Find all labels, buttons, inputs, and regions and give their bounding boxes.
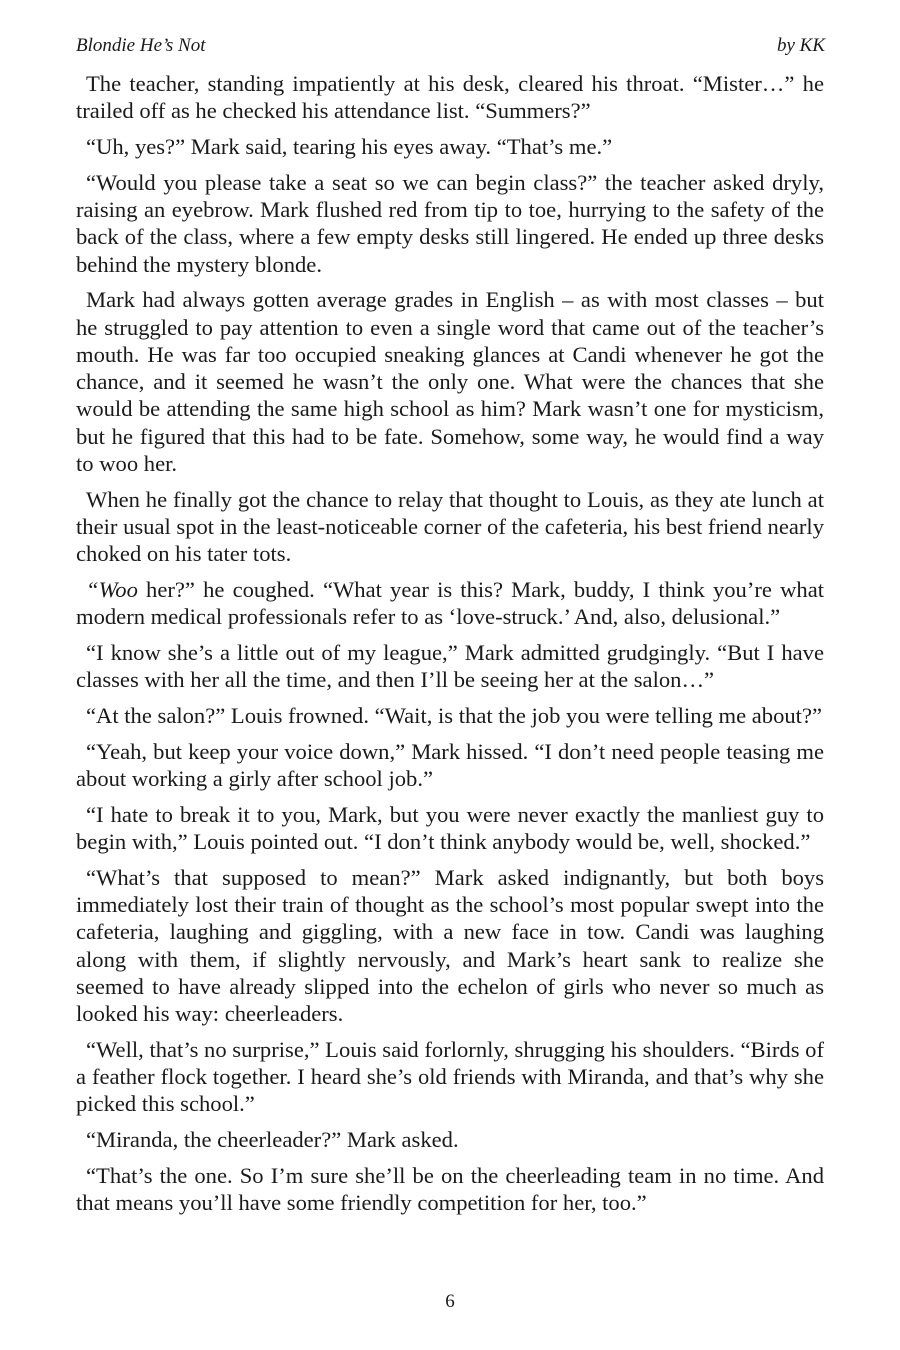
body-text xyxy=(76,70,824,1225)
emphasis-woo: “Woo xyxy=(86,577,138,602)
running-header-title: Blondie He’s Not xyxy=(76,35,206,56)
paragraph xyxy=(76,576,824,631)
running-header xyxy=(76,33,825,59)
paragraph: When he finally got the chance to relay that thought to Louis, as they ate lunch at their usual spot in the least-noticeable corner of the cafeteria, his best friend nearly choked on his tater tots. xyxy=(76,486,824,567)
paragraph: “Uh, yes?” Mark said, tearing his eyes away. “That’s me.” xyxy=(86,133,613,159)
paragraph: “Well, that’s no surprise,” Louis said forlornly, shrugging his shoulders. “Birds of a feather flock together. I heard she’s old friends with Miranda, and that’s why she picked this school.” xyxy=(76,1036,824,1117)
paragraph: Mark had always gotten average grades in English – as with most classes – but he struggled to pay attention to even a single word that came out of the teacher’s mouth. He was far too occupied sneaking glances at Candi whenever he got the chance, and it seemed he wasn’t the only one. What were the chances that she would be attending the same high school as him? Mark wasn’t one for mysticism, but he figured that this had to be fate. Somehow, some way, he would find a way to woo her. xyxy=(76,287,824,477)
running-header-author: by KK xyxy=(776,35,825,56)
paragraph: “Would you please take a seat so we can begin class?” the teacher asked dryly, raising an eyebrow. Mark flushed red from tip to toe, hurrying to the safety of the back of the class, where a few empty desks still lingered. He ended up three desks behind the mystery blonde. xyxy=(76,169,824,277)
paragraph: “Miranda, the cheerleader?” Mark asked. xyxy=(86,1127,459,1153)
paragraph: “That’s the one. So I’m sure she’ll be on the cheerleading team in no time. And that means you’ll have some friendly competition for her, too.” xyxy=(76,1162,824,1216)
paragraph: “At the salon?” Louis frowned. “Wait, is that the job you were telling me about?” xyxy=(86,702,823,728)
paragraph: “I know she’s a little out of my league,” Mark admitted grudgingly. “But I have classes with her all the time, and then I’ll be seeing her at the salon…” xyxy=(76,639,824,693)
paragraph: The teacher, standing impatiently at his desk, cleared his throat. “Mister…” he trailed off as he checked his attendance list. “Summers?” xyxy=(76,71,824,124)
page-number: 6 xyxy=(445,1291,455,1312)
paragraph: “I hate to break it to you, Mark, but you were never exactly the manliest guy to begin with,” Louis pointed out. “I don’t think anybody would be, well, shocked.” xyxy=(76,801,824,854)
paragraph-rest: her?” he coughed. “What year is this? Mark, buddy, I think you’re what modern medical professionals refer to as ‘love-struck.’ And, also, delusional.” xyxy=(76,577,824,630)
paragraph: “What’s that supposed to mean?” Mark asked indignantly, but both boys immediately lost their train of thought as the school’s most popular swept into the cafeteria, laughing and giggling, with a new face in tow. Candi was laughing along with them, if slightly nervously, and Mark’s heart sank to realize she seemed to have already slipped into the echelon of girls who never so much as looked his way: cheerleaders. xyxy=(76,864,824,1027)
paragraph: “Yeah, but keep your voice down,” Mark hissed. “I don’t need people teasing me about working a girly after school job.” xyxy=(76,738,824,791)
